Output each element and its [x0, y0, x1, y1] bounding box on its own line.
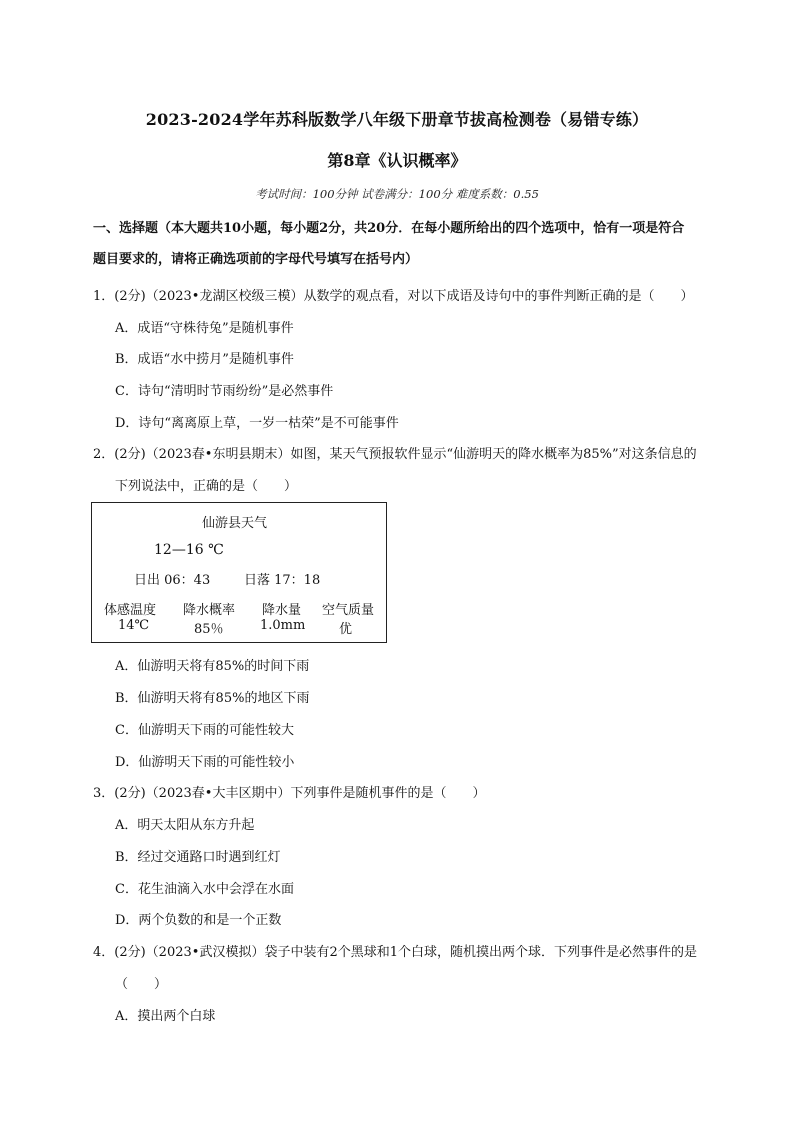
question-3-option-d: D．两个负数的和是一个正数 — [115, 913, 282, 928]
question-1-option-d: D．诗句“离离原上草，一岁一枯荣”是不可能事件 — [115, 416, 399, 431]
weather-stat-label: 降水量 — [262, 603, 302, 618]
page-title: 2023-2024学年苏科版数学八年级下册章节拔高检测卷（易错专练） — [145, 110, 649, 129]
question-4-option-a: A．摸出两个白球 — [115, 1009, 216, 1024]
section-heading — [93, 213, 727, 275]
question-1-stem: 1．(2分)（2023•龙湖区校级三模）从数学的观点看，对以下成语及诗句中的事件判断正确的是（ ） — [93, 289, 694, 304]
question-1-option-c: C．诗句“清明时节雨纷纷”是必然事件 — [115, 384, 334, 399]
question-4-stem-line-2: （ ） — [115, 977, 168, 992]
question-2-option-b: B．仙游明天将有85%的地区下雨 — [115, 691, 310, 706]
question-2-stem-line-2: 下列说法中，正确的是（ ） — [115, 479, 298, 494]
weather-stat-value: 85％ — [194, 622, 224, 637]
chapter-title: 第8章《认识概率》 — [327, 151, 467, 170]
weather-stat-label: 体感温度 — [104, 603, 157, 618]
question-2-option-a: A．仙游明天将有85%的时间下雨 — [115, 659, 310, 674]
section-heading-line-2: 题目要求的，请将正确选项前的字母代号填写在括号内） — [93, 252, 419, 267]
weather-stat-label: 降水概率 — [183, 603, 236, 618]
weather-stat-label: 空气质量 — [322, 603, 375, 618]
weather-widget — [91, 502, 387, 643]
question-2-option-d: D．仙游明天下雨的可能性较小 — [115, 755, 295, 770]
question-3-option-b: B．经过交通路口时遇到红灯 — [115, 850, 281, 865]
question-1-option-b: B．成语“水中捞月”是随机事件 — [115, 352, 294, 367]
weather-city: 仙游县天气 — [202, 516, 268, 531]
exam-meta: 考试时间：100分钟 试卷满分：100分 难度系数：0.55 — [255, 187, 539, 201]
weather-temp-range: 12—16 ℃ — [154, 542, 224, 558]
section-heading-line-1: 一、选择题（本大题共10小题，每小题2分，共20分．在每小题所给出的四个选项中，恰有一项是符合 — [93, 221, 685, 236]
question-4-stem-line-1: 4．(2分)（2023•武汉模拟）袋子中装有2个黑球和1个白球，随机摸出两个球．下列事件是必然事件的是 — [93, 945, 697, 960]
weather-stat-value: 1.0mm — [260, 618, 306, 633]
weather-stat-value: 14℃ — [118, 618, 150, 633]
question-3-stem: 3．(2分)（2023春•大丰区期中）下列事件是随机事件的是（ ） — [93, 786, 486, 801]
question-3-option-c: C．花生油滴入水中会浮在水面 — [115, 882, 294, 897]
question-1-option-a: A．成语“守株待兔”是随机事件 — [115, 321, 294, 336]
question-2-option-c: C．仙游明天下雨的可能性较大 — [115, 723, 294, 738]
weather-sunrise: 日出 06：43 — [134, 573, 211, 588]
weather-sunset: 日落 17：18 — [244, 573, 321, 588]
question-2-stem-line-1: 2．(2分)（2023春•东明县期末）如图，某天气预报软件显示“仙游明天的降水概率为85%”对这条信息的 — [93, 447, 697, 462]
weather-stat-value: 优 — [339, 622, 353, 637]
question-3-option-a: A．明天太阳从东方升起 — [115, 818, 255, 833]
